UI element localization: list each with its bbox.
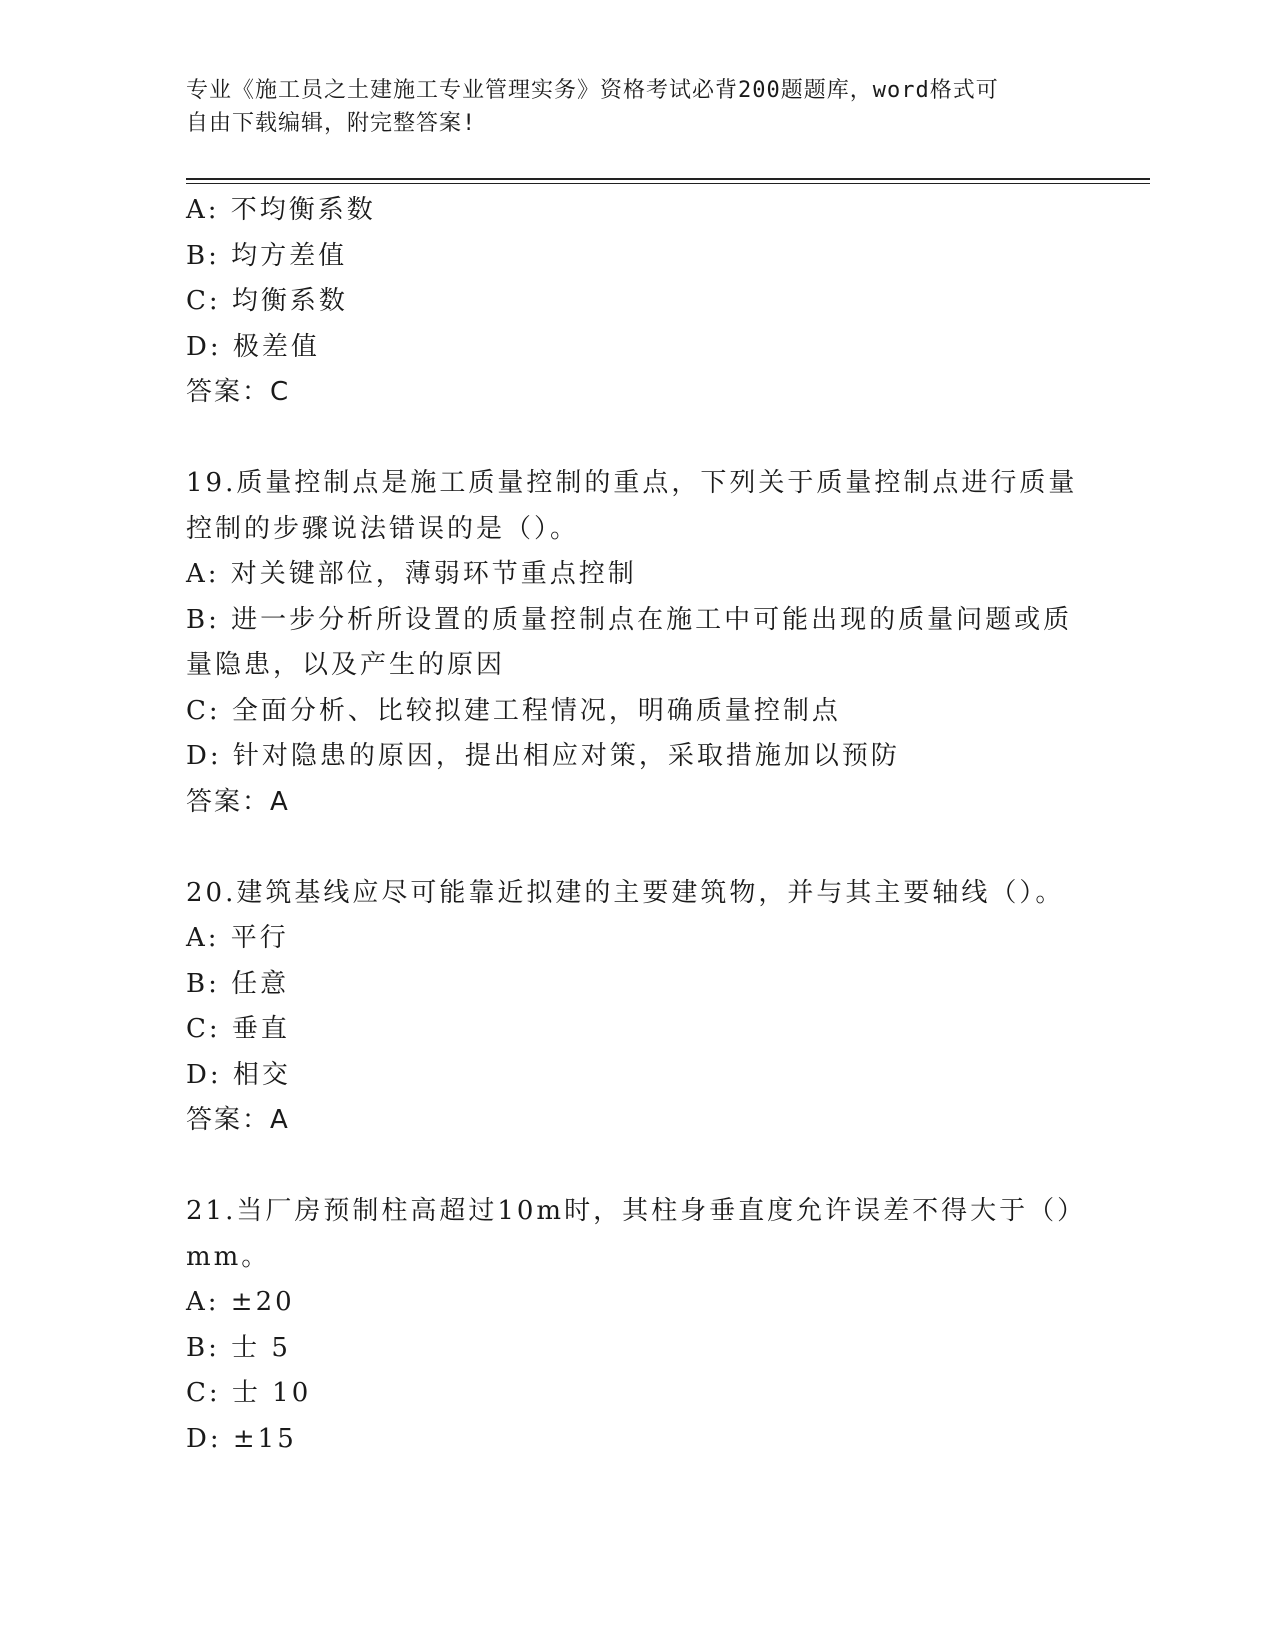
spacer xyxy=(186,416,1086,462)
option-c: C: 士 10 xyxy=(186,1378,312,1408)
question-20 xyxy=(186,871,1086,1144)
answer: 答案：A xyxy=(186,1105,290,1135)
spacer xyxy=(186,825,1086,871)
option-b: B: 均方差值 xyxy=(186,240,348,271)
question-stem: mm。 xyxy=(186,1241,271,1272)
option-b: B: 任意 xyxy=(186,968,290,999)
question-21 xyxy=(186,1189,1086,1462)
question-stem: 19.质量控制点是施工质量控制的重点，下列关于质量控制点进行质量 xyxy=(186,468,1078,498)
option-b-continued: 量隐患，以及产生的原因 xyxy=(186,650,506,680)
option-c: C: 均衡系数 xyxy=(186,286,348,316)
option-a: A: 对关键部位，薄弱环节重点控制 xyxy=(186,559,637,589)
document-body xyxy=(186,188,1086,1462)
option-d: D: 相交 xyxy=(186,1059,291,1090)
question-stem: 控制的步骤说法错误的是（）。 xyxy=(186,513,580,544)
option-c: C: 垂直 xyxy=(186,1014,290,1044)
header-divider-thin xyxy=(186,183,1150,184)
question-18-tail xyxy=(186,188,1086,416)
question-stem: 20.建筑基线应尽可能靠近拟建的主要建筑物，并与其主要轴线（）。 xyxy=(186,877,1065,908)
header-line: 专业《施工员之土建施工专业管理实务》资格考试必背200题题库，word格式可 xyxy=(186,78,999,103)
option-b: B: 进一步分析所设置的质量控制点在施工中可能出现的质量问题或质 xyxy=(186,604,1073,635)
option-d: D: 极差值 xyxy=(186,331,320,362)
question-stem: 21.当厂房预制柱高超过10m时，其柱身垂直度允许误差不得大于（） xyxy=(186,1196,1087,1226)
option-b: B: 士 5 xyxy=(186,1332,291,1363)
document-header xyxy=(186,74,1086,140)
question-19 xyxy=(186,461,1086,825)
header-divider xyxy=(186,178,1150,180)
option-d: D: ±15 xyxy=(186,1423,297,1454)
header-line: 自由下载编辑，附完整答案! xyxy=(186,111,477,136)
option-d: D: 针对隐患的原因，提出相应对策，采取措施加以预防 xyxy=(186,741,900,771)
answer: 答案：A xyxy=(186,786,290,817)
option-a: A: ±20 xyxy=(186,1287,295,1317)
option-a: A: 不均衡系数 xyxy=(186,195,376,225)
spacer xyxy=(186,1144,1086,1190)
option-a: A: 平行 xyxy=(186,923,289,953)
answer: 答案：C xyxy=(186,377,291,407)
option-c: C: 全面分析、比较拟建工程情况，明确质量控制点 xyxy=(186,695,841,726)
